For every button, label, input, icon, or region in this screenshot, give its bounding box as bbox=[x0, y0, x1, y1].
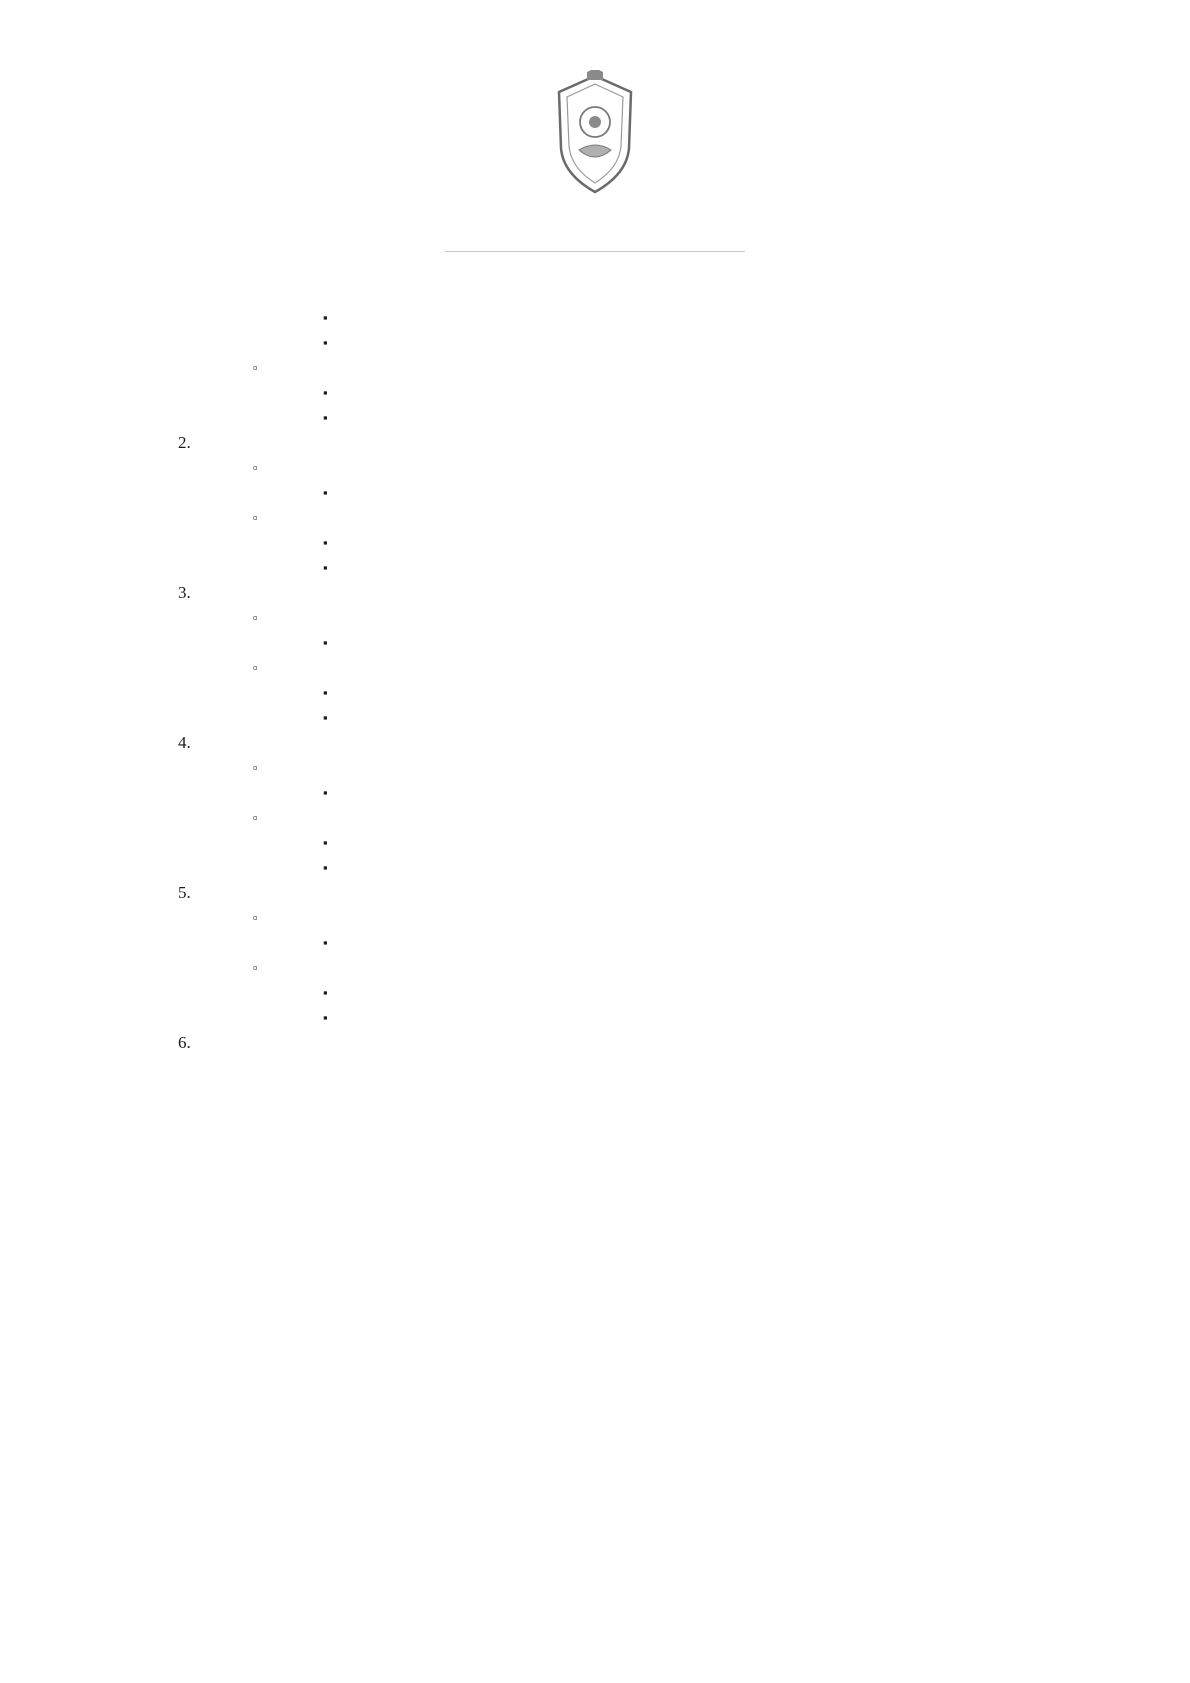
list-item bbox=[323, 680, 1058, 705]
list-item bbox=[323, 380, 1058, 405]
bullet-text bbox=[356, 780, 1058, 805]
subheading bbox=[253, 805, 1058, 830]
list-item bbox=[323, 855, 1058, 880]
list-item bbox=[323, 1005, 1058, 1030]
sub-marker: ▫ bbox=[253, 610, 258, 625]
subheading bbox=[253, 755, 1058, 780]
section bbox=[178, 730, 1058, 880]
section bbox=[178, 1030, 1058, 1055]
bullet-text bbox=[356, 480, 1058, 505]
document-header bbox=[0, 70, 1190, 270]
bullet-text bbox=[356, 830, 1058, 855]
bullet-text bbox=[356, 980, 1058, 1005]
list-item bbox=[323, 330, 1058, 355]
section bbox=[178, 580, 1058, 730]
sub-marker: ▫ bbox=[253, 810, 258, 825]
bullet-marker: ▪ bbox=[323, 935, 328, 950]
list-item bbox=[323, 705, 1058, 730]
bullet-marker: ▪ bbox=[323, 560, 328, 575]
bullet-text bbox=[356, 405, 1058, 430]
bullet-text bbox=[356, 380, 1058, 405]
subheading-text bbox=[288, 505, 1058, 530]
bullet-marker: ▪ bbox=[323, 710, 328, 725]
list-item bbox=[323, 305, 1058, 330]
bullet-text bbox=[356, 1005, 1058, 1030]
institution-name bbox=[0, 206, 1190, 224]
subheading-text bbox=[288, 955, 1058, 980]
bullet-marker: ▪ bbox=[323, 335, 328, 350]
bullet-marker: ▪ bbox=[323, 635, 328, 650]
list-item bbox=[323, 530, 1058, 555]
sub-marker: ▫ bbox=[253, 660, 258, 675]
sub-marker: ▫ bbox=[253, 910, 258, 925]
section-title bbox=[218, 1030, 1058, 1055]
list-item bbox=[323, 980, 1058, 1005]
sub-marker: ▫ bbox=[253, 960, 258, 975]
subheading bbox=[253, 905, 1058, 930]
bullet-text bbox=[356, 555, 1058, 580]
bullet-marker: ▪ bbox=[323, 310, 328, 325]
subheading bbox=[253, 505, 1058, 530]
section-heading bbox=[178, 880, 1058, 905]
header-divider bbox=[445, 251, 745, 252]
subheading-text bbox=[288, 605, 1058, 630]
bullet-text bbox=[356, 930, 1058, 955]
list-item bbox=[323, 780, 1058, 805]
section bbox=[178, 880, 1058, 1030]
section bbox=[178, 430, 1058, 580]
subheading bbox=[253, 355, 1058, 380]
bullet-text bbox=[356, 305, 1058, 330]
subheading-text bbox=[288, 655, 1058, 680]
section-heading bbox=[178, 580, 1058, 605]
subheading-text bbox=[288, 755, 1058, 780]
bullet-marker: ▪ bbox=[323, 410, 328, 425]
list-item bbox=[323, 630, 1058, 655]
section-number: 5. bbox=[178, 883, 191, 902]
sub-marker: ▫ bbox=[253, 360, 258, 375]
section-number: 2. bbox=[178, 433, 191, 452]
list-item bbox=[323, 830, 1058, 855]
section-heading bbox=[178, 1030, 1058, 1055]
bullet-text bbox=[356, 530, 1058, 555]
bullet-marker: ▪ bbox=[323, 485, 328, 500]
list-item bbox=[323, 555, 1058, 580]
subheading-text bbox=[288, 455, 1058, 480]
bullet-marker: ▪ bbox=[323, 985, 328, 1000]
bullet-text bbox=[356, 330, 1058, 355]
section-number: 3. bbox=[178, 583, 191, 602]
list-item bbox=[323, 480, 1058, 505]
bullet-text bbox=[356, 680, 1058, 705]
section-title bbox=[218, 880, 1058, 905]
section-title bbox=[218, 730, 1058, 755]
bullet-marker: ▪ bbox=[323, 535, 328, 550]
list-item bbox=[323, 930, 1058, 955]
subheading bbox=[253, 955, 1058, 980]
subheading-text bbox=[288, 805, 1058, 830]
subheading bbox=[253, 455, 1058, 480]
section-heading bbox=[178, 430, 1058, 455]
section-number: 4. bbox=[178, 733, 191, 752]
section-title bbox=[218, 430, 1058, 455]
sub-marker: ▫ bbox=[253, 760, 258, 775]
document-body bbox=[178, 305, 1058, 1055]
section-heading bbox=[178, 730, 1058, 755]
institution-subline bbox=[0, 230, 1190, 243]
section-number: 6. bbox=[178, 1033, 191, 1052]
bullet-marker: ▪ bbox=[323, 860, 328, 875]
bullet-text bbox=[356, 630, 1058, 655]
sub-marker: ▫ bbox=[253, 460, 258, 475]
bullet-marker: ▪ bbox=[323, 785, 328, 800]
university-crest-icon bbox=[549, 70, 641, 198]
list-item bbox=[323, 405, 1058, 430]
subheading bbox=[253, 655, 1058, 680]
bullet-text bbox=[356, 855, 1058, 880]
bullet-marker: ▪ bbox=[323, 1010, 328, 1025]
bullet-marker: ▪ bbox=[323, 385, 328, 400]
bullet-text bbox=[356, 705, 1058, 730]
sub-marker: ▫ bbox=[253, 510, 258, 525]
subheading-text bbox=[288, 905, 1058, 930]
bullet-marker: ▪ bbox=[323, 685, 328, 700]
bullet-marker: ▪ bbox=[323, 835, 328, 850]
subheading bbox=[253, 605, 1058, 630]
subheading-text bbox=[288, 355, 1058, 380]
section-title bbox=[218, 580, 1058, 605]
